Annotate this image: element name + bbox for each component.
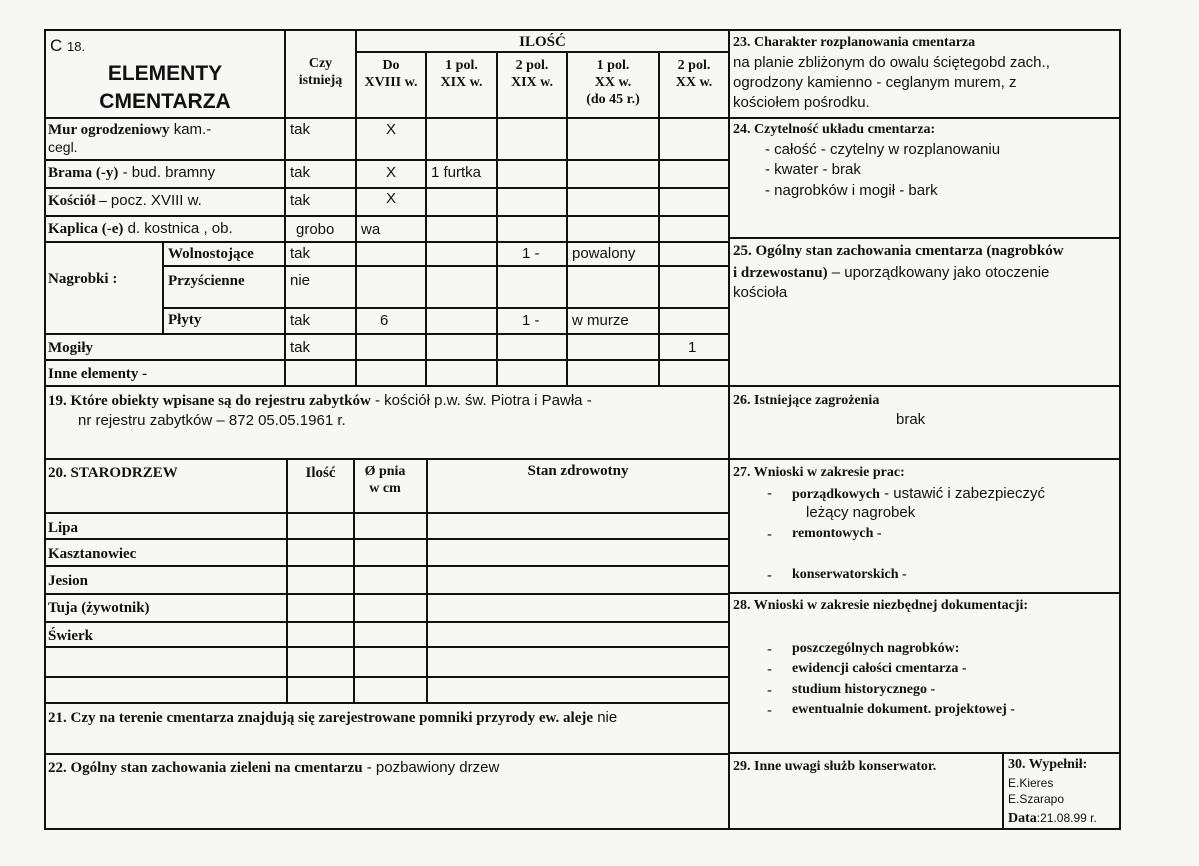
period-line1: 1 pol.: [445, 58, 478, 73]
period-line1: 2 pol.: [677, 58, 711, 73]
row-line: [162, 307, 730, 309]
q26-value: brak: [896, 411, 926, 428]
qty-value: wa: [361, 221, 381, 238]
card-code-letter: C: [50, 36, 63, 55]
q22-label: 22. Ogólny stan zachowania zieleni na cmentarzu: [48, 760, 363, 776]
period-line1: Do: [382, 58, 400, 73]
q28-dash: -: [767, 702, 772, 719]
q28-dash: -: [767, 641, 772, 658]
qty-header-line: [355, 51, 730, 53]
row-line: [44, 215, 730, 217]
period-header: [498, 58, 566, 92]
tree-row-label: Lipa: [48, 520, 79, 536]
qty-value: 1 furtka: [431, 164, 482, 181]
q19-label: 19. Które obiekty wpisane są do rejestru zabytków: [48, 393, 371, 409]
card-code: [50, 36, 85, 56]
q24-label: 24. Czytelność układu cmentarza:: [733, 122, 936, 137]
row-line: [44, 359, 730, 361]
q27-label: 27. Wnioski w zakresie prac:: [733, 465, 905, 480]
row-line: [44, 512, 730, 514]
row-label-inne: Inne elementy -: [48, 366, 148, 382]
period-line2: XVIII w.: [364, 74, 418, 90]
row-line: [44, 753, 730, 755]
q20-col-health: Stan zdrowotny: [527, 463, 629, 479]
period-line2: XIX w.: [510, 74, 553, 90]
filled-by-name: E.Kieres: [1008, 776, 1054, 790]
q25-line2: [733, 264, 1049, 282]
q19-value: - kościół p.w. św. Piotra i Pawła -: [370, 392, 592, 409]
col-line: [425, 241, 427, 387]
q24-item: - nagrobków i mogił - bark: [765, 182, 938, 199]
period-header: [568, 58, 658, 108]
row-label-rest: - bud. bramny: [118, 164, 216, 181]
q25-label2: i drzewostanu): [733, 265, 828, 281]
exists-value: tak: [290, 164, 311, 181]
col-line: [1002, 752, 1004, 830]
qty-value: 1 -: [522, 245, 540, 262]
middle-divider: [728, 29, 730, 830]
period-line2: XX w.: [594, 74, 632, 90]
q30-date: [1008, 809, 1097, 827]
q27-dash: -: [767, 526, 772, 543]
tree-row-label: Tuja (żywotnik): [48, 600, 150, 616]
frame-top: [44, 29, 1121, 31]
q20-col-diameter-line2: w cm: [369, 480, 401, 496]
row-line: [44, 187, 730, 189]
row-line: [44, 538, 730, 540]
q30-date-value: :21.08.99 r.: [1036, 811, 1097, 825]
row-label-brama: [48, 164, 215, 182]
row-label-line2: cegl.: [48, 139, 78, 155]
row-line: [44, 159, 730, 161]
col-line: [566, 241, 568, 387]
card-title-line2: CMENTARZA: [99, 90, 231, 113]
qty-value: X: [385, 121, 396, 138]
qty-value: 1 -: [522, 312, 540, 329]
q24-item: - kwater - brak: [765, 161, 861, 178]
q25-label: 25. Ogólny stan zachowania cmentarza (nagrobków: [733, 243, 1064, 259]
card-title-line1: ELEMENTY: [107, 62, 223, 85]
row-line: [728, 237, 1121, 239]
row-label-rest: kam.-: [169, 121, 212, 138]
q28-item: studium historycznego -: [792, 682, 936, 697]
row-line: [44, 241, 730, 243]
row-label-kaplica: [48, 220, 233, 238]
row-label-plyty: Płyty: [168, 312, 202, 328]
row-label-wolnostojace: Wolnostojące: [168, 246, 254, 262]
q28-dash: -: [767, 682, 772, 699]
q29-label: 29. Inne uwagi służb konserwator.: [733, 759, 937, 774]
q26-label: 26. Istniejące zagrożenia: [733, 393, 880, 408]
filled-by-name: E.Szarapo: [1008, 792, 1065, 806]
period-line1: 2 pol.: [515, 58, 549, 73]
q30-date-label: Data: [1008, 811, 1037, 826]
col-line: [426, 458, 428, 704]
q23-label: 23. Charakter rozplanowania cmentarza: [733, 35, 976, 50]
period-header: [357, 58, 425, 92]
qty-value: X: [385, 190, 396, 207]
row-line: [44, 565, 730, 567]
tree-row-label: Świerk: [48, 628, 93, 644]
q21-label: 21. Czy na terenie cmentarza znajdują się zarejestrowane pomniki przyrody ew. aleje: [48, 710, 594, 726]
q28-dash: -: [767, 661, 772, 678]
q23-line1: na planie zbliżonym do owalu ściętegobd zach.,: [733, 54, 1050, 71]
row-line: [728, 385, 1121, 387]
q27-item-remontowych: remontowych -: [792, 526, 882, 541]
q20-col-count: Ilość: [305, 465, 336, 481]
q30-label: 30. Wypełnił:: [1008, 757, 1088, 772]
col-line: [658, 241, 660, 387]
row-line: [162, 265, 730, 267]
row-line: [44, 458, 730, 460]
card-code-number: 18.: [67, 39, 86, 54]
q21: [48, 709, 617, 727]
q27-item-konserwatorskich: konserwatorskich -: [792, 567, 907, 582]
q28-item: poszczególnych nagrobków:: [792, 641, 960, 656]
exists-value: tak: [290, 121, 311, 138]
row-line: [44, 702, 730, 704]
exists-value: nie: [290, 272, 311, 289]
qty-value: 6: [380, 312, 389, 329]
exists-value: tak: [290, 245, 311, 262]
row-line: [728, 117, 1121, 119]
q20-label: 20. STARODRZEW: [48, 465, 178, 481]
row-label-bold: Kaplica (-e): [48, 221, 124, 237]
row-label-mogily: Mogiły: [48, 340, 93, 356]
frame-left: [44, 29, 46, 830]
qty-value: powalony: [572, 245, 636, 262]
row-label-bold: Brama (-y): [48, 165, 119, 181]
period-line2: XX w.: [675, 74, 713, 90]
row-line: [44, 385, 730, 387]
q27-item-porzadkowych: [792, 485, 1045, 503]
nagrobki-label: Nagrobki :: [48, 271, 118, 287]
period-header: [427, 58, 496, 92]
q20-col-diameter-line1: Ø pnia: [364, 464, 406, 479]
col-line: [286, 458, 288, 704]
exists-value: tak: [290, 312, 311, 329]
q21-value: nie: [593, 709, 618, 726]
nagrobki-split: [162, 241, 164, 335]
q28-item: ewidencji całości cmentarza -: [792, 661, 967, 676]
q27-item-value: - ustawić i zabezpieczyć: [879, 485, 1045, 502]
q25-value: – uporządkowany jako otoczenie: [827, 264, 1050, 281]
q27-item-bold: porządkowych: [792, 487, 880, 502]
exists-value: tak: [290, 192, 311, 209]
q19: [48, 392, 592, 410]
period-line2: XIX w.: [440, 74, 483, 90]
row-line: [728, 592, 1121, 594]
quantity-header: ILOŚĆ: [519, 34, 566, 50]
q22-value: - pozbawiony drzew: [362, 759, 500, 776]
row-line: [728, 458, 1121, 460]
row-label-mur: [48, 121, 211, 139]
q23-line3: kościołem pośrodku.: [733, 94, 870, 111]
tree-row-label: Kasztanowiec: [48, 546, 137, 562]
row-label-bold: Kościół –: [48, 193, 107, 209]
q24-item: - całość - czytelny w rozplanowaniu: [765, 141, 1001, 158]
period-line1: 1 pol.: [596, 58, 630, 73]
exists-value: tak: [290, 339, 311, 356]
row-label-rest: d. kostnica , ob.: [123, 220, 233, 237]
row-line: [44, 621, 730, 623]
frame-bottom: [44, 828, 1121, 830]
period-header: [660, 58, 728, 92]
row-label-przyscienne: Przyścienne: [168, 273, 245, 289]
q27-dash: -: [767, 485, 772, 502]
qty-value: X: [385, 164, 396, 181]
exists-header: [286, 56, 355, 90]
row-line: [44, 646, 730, 648]
q27-item-value2: leżący nagrobek: [806, 504, 916, 521]
q28-label: 28. Wnioski w zakresie niezbędnej dokumentacji:: [733, 598, 1029, 613]
row-label-bold: Mur ogrodzeniowy: [48, 122, 170, 138]
tree-row-label: Jesion: [48, 573, 89, 589]
q23-line2: ogrodzony kamienno - ceglanym murem, z: [733, 74, 1017, 91]
row-label-kosciol: [48, 192, 202, 210]
row-line: [44, 117, 730, 119]
q27-dash: -: [767, 567, 772, 584]
row-label-rest: pocz. XVIII w.: [106, 192, 202, 209]
q25-value2: kościoła: [733, 284, 788, 301]
frame-right: [1119, 29, 1121, 830]
row-line: [44, 593, 730, 595]
exists-header-line1: Czy: [308, 56, 333, 71]
q20-col-diameter: [355, 464, 415, 498]
row-line: [44, 333, 730, 335]
qty-value: 1: [688, 339, 697, 356]
qty-value: w murze: [572, 312, 629, 329]
row-line: [44, 676, 730, 678]
exists-header-line2: istnieją: [298, 72, 343, 88]
q19-value-line2: nr rejestru zabytków – 872 05.05.1961 r.: [78, 412, 346, 429]
exists-value: grobo: [296, 221, 335, 238]
row-line: [728, 752, 1121, 754]
q22: [48, 759, 499, 777]
q28-item: ewentualnie dokument. projektowej -: [792, 702, 1015, 717]
period-line3: (do 45 r.): [586, 91, 640, 107]
col-line: [496, 241, 498, 387]
